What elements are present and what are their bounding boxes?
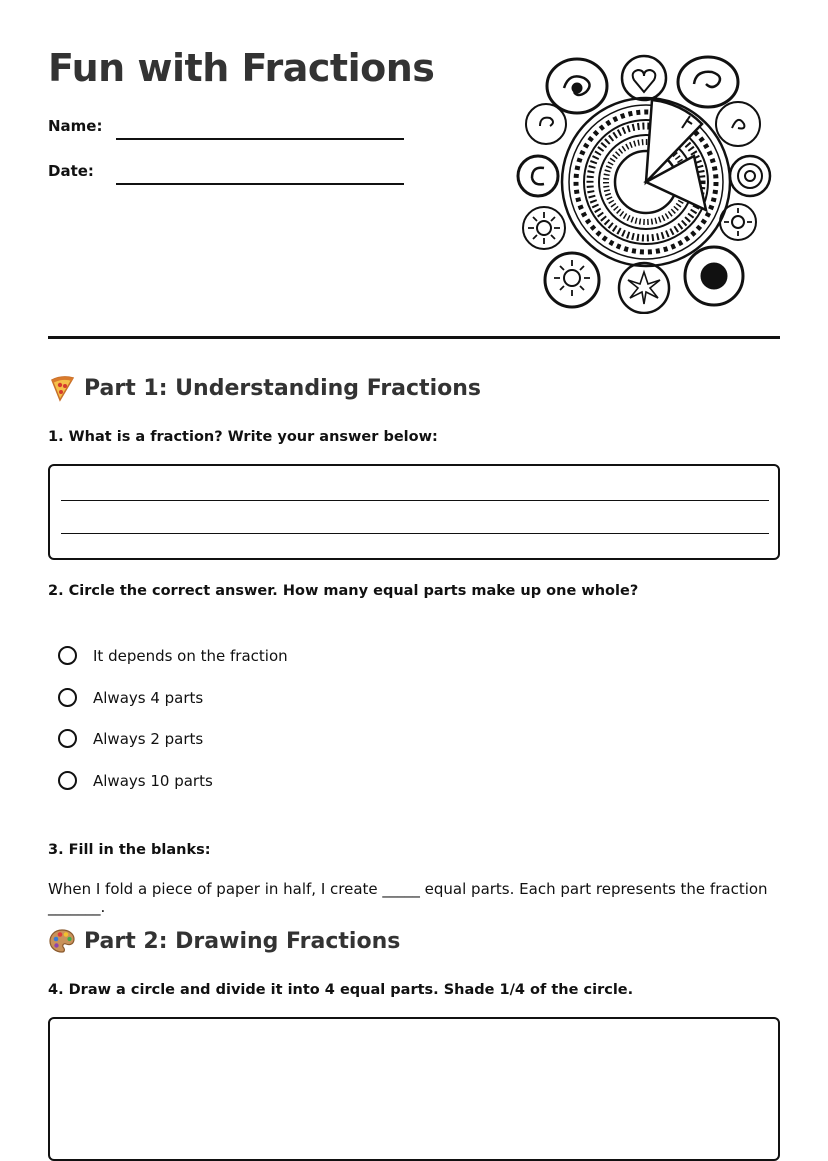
fill-in-sentence[interactable]: When I fold a piece of paper in half, I create _____ equal parts. Each part represents the fraction _______. [48, 880, 768, 916]
option-3[interactable] [58, 729, 203, 748]
question-2: 2. Circle the correct answer. How many equal parts make up one whole? [48, 583, 639, 599]
decor-burst-bottom-icon [619, 263, 669, 313]
radio-circle[interactable] [58, 771, 77, 790]
part2-heading [48, 927, 400, 955]
question-1: 1. What is a fraction? Write your answer below: [48, 429, 438, 445]
answer-line[interactable] [61, 500, 769, 501]
radio-circle[interactable] [58, 688, 77, 707]
name-label: Name: [48, 117, 103, 135]
answer-line[interactable] [61, 533, 769, 534]
option-1[interactable] [58, 646, 288, 665]
option-2[interactable] [58, 688, 203, 707]
question-4: 4. Draw a circle and divide it into 4 equal parts. Shade 1/4 of the circle. [48, 982, 634, 998]
date-field-line[interactable] [116, 183, 404, 185]
option-label: Always 10 parts [93, 771, 213, 790]
decor-flower-bottom-right-icon [685, 247, 743, 305]
decor-sun-bottom-left-icon [545, 253, 599, 307]
question-3: 3. Fill in the blanks: [48, 842, 211, 858]
radio-circle[interactable] [58, 646, 77, 665]
pizza-icon [48, 374, 76, 402]
name-field-line[interactable] [116, 138, 404, 140]
decor-heart-icon [622, 56, 666, 100]
radio-circle[interactable] [58, 729, 77, 748]
decor-flower-right-icon [730, 156, 770, 196]
section-divider [48, 336, 780, 339]
option-label: Always 4 parts [93, 688, 204, 707]
palette-icon [48, 927, 76, 955]
decor-spiral-left-icon [526, 104, 566, 144]
part1-heading-text: Part 1: Understanding Fractions [84, 375, 481, 401]
decor-sun-left-icon [523, 207, 565, 249]
part2-heading-text: Part 2: Drawing Fractions [84, 928, 401, 954]
date-label: Date: [48, 162, 94, 180]
option-label: It depends on the fraction [93, 646, 288, 665]
option-4[interactable] [58, 771, 213, 790]
part1-heading [48, 374, 481, 402]
decor-circle-top-left-icon [547, 59, 607, 113]
mandala-pie-icon [562, 98, 730, 266]
decor-spiral-top-right-icon [678, 57, 738, 107]
answer-box-q1[interactable] [48, 464, 780, 560]
decor-spiral-mid-left-icon [518, 156, 558, 196]
option-label: Always 2 parts [93, 729, 204, 748]
pie-fraction-mandala-icon [514, 50, 776, 314]
page-title: Fun with Fractions [48, 46, 435, 90]
drawing-box-q4[interactable] [48, 1017, 780, 1161]
decor-swirl-right-icon [716, 102, 760, 146]
